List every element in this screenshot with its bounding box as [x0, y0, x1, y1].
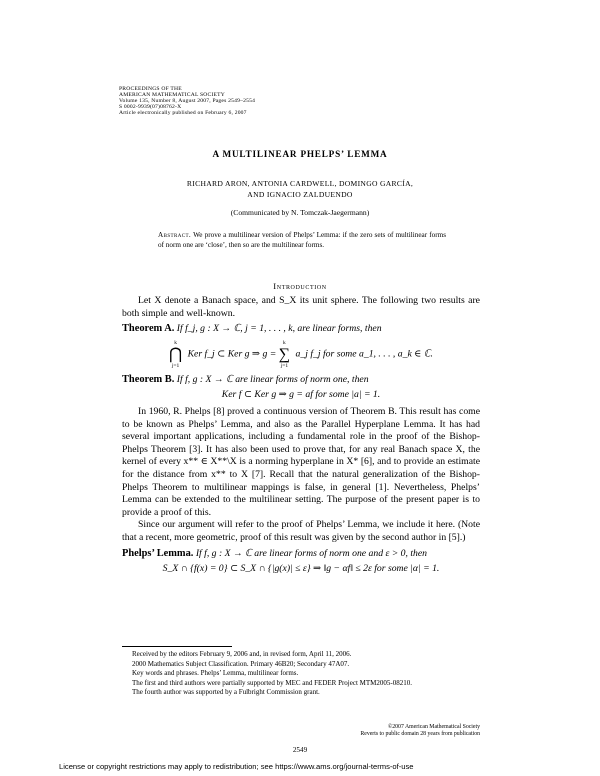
- phelps-lemma: [122, 548, 480, 576]
- journal-name-line2: AMERICAN MATHEMATICAL SOCIETY: [119, 92, 225, 99]
- paragraph-history: In 1960, R. Phelps [8] proved a continuous version of Theorem B. This result has come to be known as Phelps’ Lemma, and also as the Parallel Hyperplane Lemma. It has had several important applications, including a fundamental role in the proof of the Bishop-Phelps Theorem [3]. It has also been used to prove that, for any real Banach space X, the kernel of every x** ∈ X**\X is a norming hyperplane in X* [6], and to provide an estimate for the distance from x** to X [7]. Recall that the natural generalization of the Bishop-Phelps Theorem to multilinear mappings is false, in general [1]. Nevertheless, Phelps’ Lemma can be extended to the multilinear setting. The purpose of the present paper is to provide a proof of this.: [122, 405, 480, 518]
- license-notice: License or copyright restrictions may apply to redistribution; see https://www.ams.org/journal-terms-of-use: [59, 762, 414, 771]
- main-body: [122, 295, 480, 580]
- abstract-text: We prove a multilinear version of Phelps’ Lemma: if the zero sets of multilinear forms of norm one are ‘close’, then so are the multilinear forms.: [158, 231, 446, 249]
- formula-right: a_j f_j for some a_1, . . . , a_k ∈ ℂ.: [295, 348, 433, 360]
- paper-title: A MULTILINEAR PHELPS’ LEMMA: [212, 149, 388, 159]
- paragraph-argument: Since our argument will refer to the proof of Phelps’ Lemma, we include it here. (Note that a recent, more geometric, proof of this result was given by the second author in [5].): [122, 519, 480, 543]
- theorem-a-statement: If f_j, g : X → ℂ, j = 1, . . . , k, are linear forms, then: [176, 323, 382, 335]
- copyright-line1: ©2007 American Mathematical Society: [387, 724, 480, 730]
- page-number: 2549: [292, 746, 308, 754]
- authors-line1: RICHARD ARON, ANTONIA CARDWELL, DOMINGO GARCÍA,: [186, 179, 414, 188]
- theorem-b-statement: If f, g : X → ℂ are linear forms of norm one, then: [176, 373, 369, 385]
- footnote-support2: The fourth author was supported by a Fulbright Commission grant.: [132, 688, 320, 697]
- formula-left: Ker f_j ⊂ Ker g ⇒ g =: [187, 348, 277, 360]
- publication-date: Article electronically published on February 6, 2007: [119, 110, 247, 117]
- abstract: [158, 230, 446, 250]
- theorem-b: [122, 374, 480, 402]
- journal-name-line1: PROCEEDINGS OF THE: [119, 86, 182, 92]
- theorem-a-formula: [122, 339, 480, 370]
- footnote-rule: [122, 646, 232, 647]
- theorem-a-label: Theorem A.: [122, 323, 175, 335]
- footnote-msc: 2000 Mathematics Subject Classification. Primary 46B20; Secondary 47A07.: [132, 659, 350, 668]
- phelps-lemma-label: Phelps’ Lemma.: [122, 547, 194, 559]
- phelps-lemma-formula: S_X ∩ {f(x) = 0} ⊂ S_X ∩ {|g(x)| ≤ ε} ⇒ ‖g − αf‖ ≤ 2ε for some |α| = 1.: [162, 563, 440, 575]
- author-list: [0, 178, 600, 200]
- communicated-by: (Communicated by N. Tomczak-Jaegermann): [230, 208, 370, 217]
- theorem-a: [122, 323, 480, 370]
- footnote-keywords: Key words and phrases. Phelps’ Lemma, multilinear forms.: [132, 669, 299, 678]
- issn: S 0002-9939(07)08762-X: [119, 104, 182, 111]
- intersection-operator: k ⋂ j=1: [169, 339, 183, 369]
- footnotes: [122, 650, 480, 698]
- theorem-b-label: Theorem B.: [122, 373, 175, 385]
- volume-info: Volume 135, Number 8, August 2007, Pages 2549–2554: [119, 98, 256, 105]
- copyright-notice: [300, 724, 480, 737]
- paragraph-intro: Let X denote a Banach space, and S_X its unit sphere. The following two results are both simple and well-known.: [122, 295, 480, 319]
- abstract-label: Abstract.: [158, 231, 192, 239]
- phelps-lemma-statement: If f, g : X → ℂ are linear forms of norm one and ε > 0, then: [195, 547, 428, 559]
- authors-line2: AND IGNACIO ZALDUENDO: [247, 190, 353, 199]
- footnote-support1: The first and third authors were partially supported by MEC and FEDER Project MTM2005-08210.: [132, 678, 412, 687]
- sum-operator: k ∑ j=1: [278, 339, 291, 369]
- journal-masthead: [119, 86, 379, 116]
- section-heading: Introduction: [273, 281, 327, 291]
- theorem-b-formula: Ker f ⊂ Ker g ⇒ g = af for some |a| = 1.: [221, 389, 381, 401]
- footnote-received: Received by the editors February 9, 2006 and, in revised form, April 11, 2006.: [132, 650, 352, 658]
- copyright-line2: Reverts to public domain 28 years from publication: [360, 730, 480, 737]
